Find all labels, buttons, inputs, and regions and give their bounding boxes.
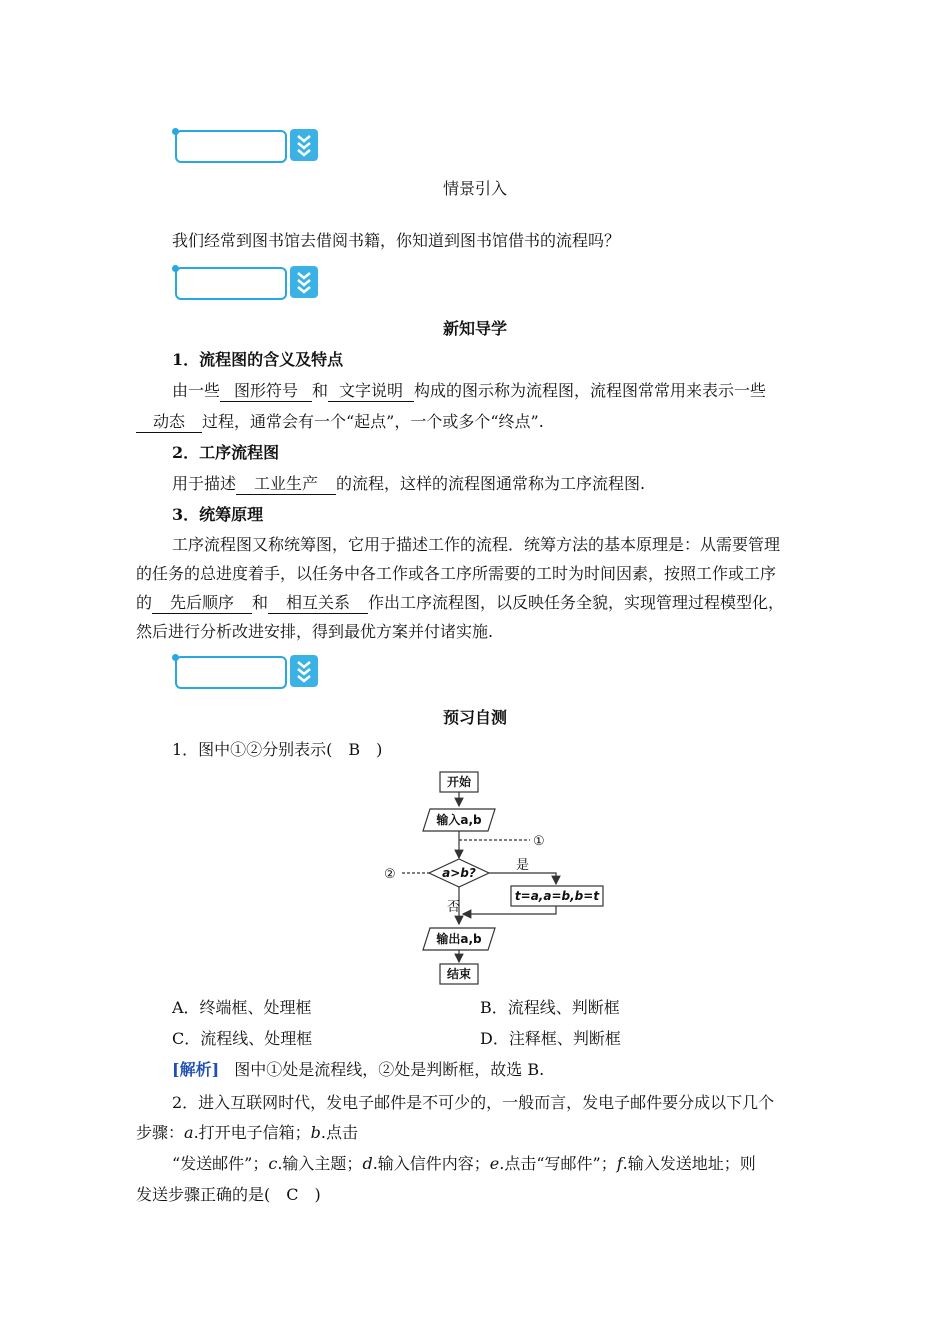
mark-1: ① xyxy=(533,834,545,849)
text: .打开电子信箱； xyxy=(193,1123,311,1142)
cond-label: a>b? xyxy=(442,866,476,880)
text: .点击 xyxy=(320,1123,358,1142)
q2-line2 xyxy=(136,1123,358,1143)
text: 用于描述 xyxy=(172,474,237,493)
answer-blank: 图形符号 xyxy=(220,381,312,402)
end-label: 结束 xyxy=(446,967,472,981)
answer-blank: 动态 xyxy=(136,412,202,433)
q1-stem: 1．图中①②分别表示( B ) xyxy=(172,740,383,759)
answer-blank: 相互关系 xyxy=(268,593,368,614)
banner-dot xyxy=(172,265,179,272)
text: 作出工序流程图，以反映任务全貌，实现管理过程模型化， xyxy=(368,593,785,612)
start-label: 开始 xyxy=(446,775,472,789)
section-title-new: 新知导学 xyxy=(442,319,507,338)
text: .输入主题； xyxy=(277,1154,363,1173)
q1-option-c: C．流程线、处理框 xyxy=(172,1029,313,1048)
banner-dot xyxy=(172,654,179,661)
chevron-down-icon xyxy=(290,266,318,298)
k1-line1 xyxy=(172,381,766,402)
q2-line4: 发送步骤正确的是( C ) xyxy=(136,1185,321,1204)
k2-line xyxy=(172,474,645,495)
k1-heading: 1．流程图的含义及特点 xyxy=(172,350,344,369)
banner-box xyxy=(175,656,287,689)
text: 和 xyxy=(312,381,329,400)
q2-line1: 2．进入互联网时代，发电子邮件是不可少的，一般而言，发电子邮件要分成以下几个 xyxy=(172,1093,775,1112)
mark-2: ② xyxy=(384,867,396,882)
chevron-down-icon xyxy=(290,655,318,687)
k3-line2: 的任务的总进度着手，以任务中各工作或各工序所需要的工时为时间因素，按照工作或工序 xyxy=(136,564,777,583)
k3-line3 xyxy=(136,593,784,614)
section-title-scene: 情景引入 xyxy=(442,179,507,198)
banner-box xyxy=(175,130,287,163)
step-letter: f xyxy=(616,1154,623,1173)
text: 过程，通常会有一个“起点”，一个或多个“终点”. xyxy=(202,412,544,431)
text: .输入信件内容； xyxy=(372,1154,490,1173)
yes-label: 是 xyxy=(516,858,530,873)
intro-text: 我们经常到图书馆去借阅书籍，你知道到图书馆借书的流程吗？ xyxy=(172,231,621,250)
q1-option-b: B．流程线、判断框 xyxy=(480,998,620,1017)
step-letter: b xyxy=(310,1123,321,1142)
text: .点击“写邮件”； xyxy=(499,1154,617,1173)
answer-blank: 工业生产 xyxy=(236,474,336,495)
banner-dot xyxy=(172,128,179,135)
no-label: 否 xyxy=(447,900,461,915)
k1-line2 xyxy=(136,412,544,433)
process-label: t=a,a=b,b=t xyxy=(514,889,600,903)
answer-blank: 先后顺序 xyxy=(152,593,252,614)
step-letter: c xyxy=(268,1154,278,1173)
q2-line3 xyxy=(172,1154,756,1174)
input-label: 输入a,b xyxy=(436,813,482,827)
text: .输入发送地址；则 xyxy=(622,1154,756,1173)
k3-line4: 然后进行分析改进安排，得到最优方案并付诸实施. xyxy=(136,622,494,641)
q1-analysis xyxy=(172,1060,544,1080)
chevron-down-icon xyxy=(290,129,318,161)
section-title-preview: 预习自测 xyxy=(442,708,507,727)
k3-line1: 工序流程图又称统筹图，它用于描述工作的流程．统筹方法的基本原理是：从需要管理 xyxy=(172,535,781,554)
section-banner-1 xyxy=(172,128,320,164)
text: 的 xyxy=(136,593,153,612)
text: “发送邮件”； xyxy=(172,1154,269,1173)
flowchart xyxy=(370,766,620,988)
q1-option-d: D．注释框、判断框 xyxy=(480,1029,621,1048)
section-banner-2 xyxy=(172,265,320,301)
text: 由一些 xyxy=(172,381,221,400)
text: 的流程，这样的流程图通常称为工序流程图. xyxy=(336,474,646,493)
text: 和 xyxy=(252,593,269,612)
step-letter: a xyxy=(184,1123,194,1142)
step-letter: e xyxy=(489,1154,500,1173)
text: 构成的图示称为流程图，流程图常常用来表示一些 xyxy=(414,381,767,400)
text: 步骤： xyxy=(136,1123,185,1142)
answer-blank: 文字说明 xyxy=(328,381,414,402)
banner-box xyxy=(175,267,287,300)
k2-heading: 2．工序流程图 xyxy=(172,443,280,462)
step-letter: d xyxy=(362,1154,373,1173)
q1-option-a: A．终端框、处理框 xyxy=(172,998,312,1017)
output-label: 输出a,b xyxy=(436,932,482,946)
section-banner-3 xyxy=(172,654,320,690)
analysis-text: 图中①处是流程线，②处是判断框，故选 B. xyxy=(234,1060,545,1079)
k3-heading: 3．统筹原理 xyxy=(172,505,264,524)
analysis-label: [解析] xyxy=(172,1060,220,1079)
